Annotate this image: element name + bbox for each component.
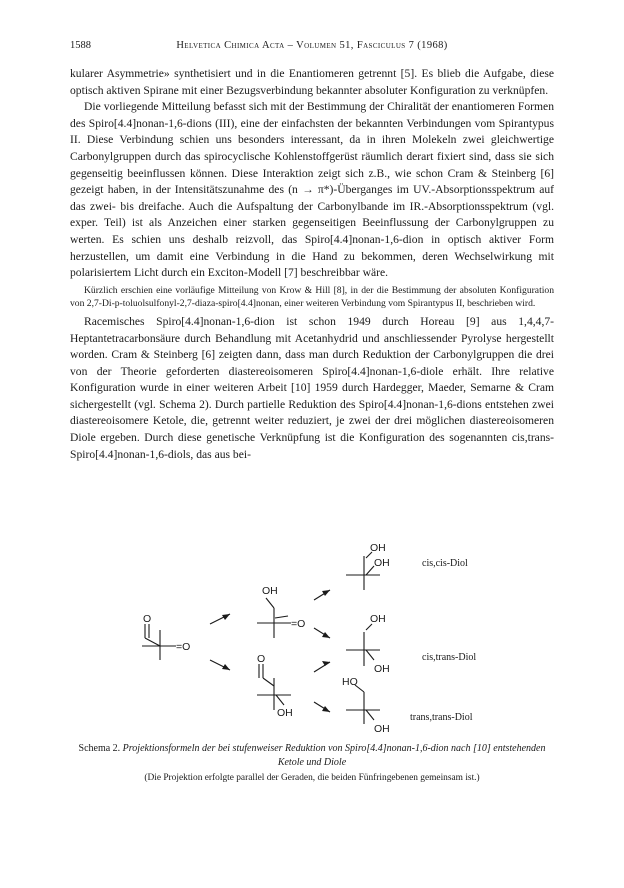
running-title: Helvetica Chimica Acta – Volumen 51, Fasciculus 7 (1968) [176, 40, 448, 51]
label-cis-trans-diol: cis,trans-Diol [422, 652, 477, 663]
ketol-b-hydroxyl: OH [277, 707, 293, 719]
diol-cis-trans-hydroxyl-top: OH [370, 613, 386, 625]
diol-trans-trans-structure [346, 685, 380, 724]
paragraph-history: Racemisches Spiro[4.4]nonan-1,6-dion ist schon 1949 durch Horeau [9] aus 1,4,4,7-Heptantetracarbonsäure durch Behandlung mit Acetanhydrid und anschliessender Pyrolyse hergestellt worden. Cram & Steinberg [6] zeigten dann, dass man durch Reduktion der Carbonylgruppen die drei von der Theorie geforderten diastereoisomeren Spiro[4.4]nonan-1,6-diole erhält. Ihre relative Konfiguration wurde in einer weiteren Arbeit [10] 1959 durch Hardegger, Maeder, Semarne & Cram sichergestellt (vgl. Schema 2). Durch partielle Reduktion des Spiro[4.4]nonan-1,6-dions entstehen zwei diastereoisomere Ketole, die, getrennt weiter reduziert, je zwei der drei möglichen diastereoisomeren Diole ergeben. Durch diese genetische Verknüpfung ist die Konfiguration des sogenannten cis,trans-Spiro[4.4]nonan-1,6-diols, das aus bei- [70, 314, 554, 461]
ketol-a-hydroxyl: OH [262, 585, 278, 597]
paragraph-note: Kürzlich erschien eine vorläufige Mitteilung von Krow & Hill [8], in der die Bestimmung der absoluten Konfiguration von 2,7-Di-p-toluolsulfonyl-2,7-diaza-spiro[4.4]nonan, einer weiteren Verbindung vom Spirantypus II, beschrieben wird. [70, 284, 554, 310]
ketol-b-oxygen-top: O [257, 653, 266, 665]
label-trans-trans-diol: trans,trans-Diol [410, 712, 473, 723]
scheme-caption-text: Projektionsformeln der bei stufenweiser Reduktion von Spiro[4.4]nonan-1,6-dion nach [10] entstehenden Ketole und Diole [122, 743, 546, 768]
diol-trans-trans-hydroxyl-top: HO [342, 676, 358, 688]
ketol-b-structure [257, 664, 291, 710]
diol-trans-trans-hydroxyl-bottom: OH [374, 723, 390, 735]
page-number: 1588 [70, 40, 91, 51]
running-header [70, 40, 554, 56]
diol-cis-cis-hydroxyl-top: OH [370, 542, 386, 554]
dione-structure [142, 624, 176, 660]
dione-carbonyl-right: =O [176, 641, 191, 653]
scheme-caption [70, 742, 554, 769]
paragraph-continuation: kularer Asymmetrie» synthetisiert und in die Enantiomeren getrennt [5]. Es blieb die Aufgabe, diese optisch aktiven Spirane mit einer Bezugsverbindung bekannter absoluter Konfiguration zu verknüpfen. [70, 67, 554, 97]
ketol-a-carbonyl: =O [291, 618, 306, 630]
body-text [70, 66, 554, 463]
label-cis-cis-diol: cis,cis-Diol [422, 558, 468, 569]
scheme-subcaption: (Die Projektion erfolgte parallel der Geraden, die beiden Fünfringebenen gemeinsam ist.) [144, 773, 480, 783]
paragraph-intro: Die vorliegende Mitteilung befasst sich mit der Bestimmung der Chiralität der enantiomeren Formen des Spiro[4.4]nonan-1,6-dions (III), eine der einfachsten der bekannten Verbindungen vom Spirantypus II. Diese Verbindung schien uns besonders interessant, da in ihren Molekeln zwei gleichwertige Carbonylgruppen durch das spirocyclische Kohlenstoffgerüst räumlich derart fixiert sind, dass sie sich gegenseitig beeinflussen können. Diese Interaktion zeigt sich z.B., wie schon Cram & Steinberg [6] gezeigt haben, in der Intensitätszunahme des (n → π*)-Überganges im UV.-Absorptionsspektrum auf das zwei- bis dreifache. Auch die Aufspaltung der Carbonylbande im IR.-Absorptionsspektrum (vgl. exper. Teil) ist als Anzeichen einer starken gegenseitigen Beeinflussung der Carbonylgruppen zu werten. Es schien uns deshalb reizvoll, das Spiro[4.4]nonan-1,6-dion in optisch aktiver Form herzustellen, um damit eine Verbindung in die Hand zu bekommen, deren Wechselwirkung mit polarisiertem Licht durch ein Exciton-Modell [7] beschreibbar wäre. [70, 100, 554, 280]
diol-cis-trans-structure [346, 624, 380, 666]
diol-cis-trans-hydroxyl-bottom: OH [374, 663, 390, 675]
diol-cis-cis-hydroxyl-right: OH [374, 557, 390, 569]
scheme-caption-prefix: Schema 2. [78, 743, 121, 754]
reaction-scheme [70, 538, 554, 736]
ketol-a-structure [257, 598, 291, 638]
scheme-drawing [70, 538, 554, 736]
dione-oxygen-top: O [143, 613, 152, 625]
